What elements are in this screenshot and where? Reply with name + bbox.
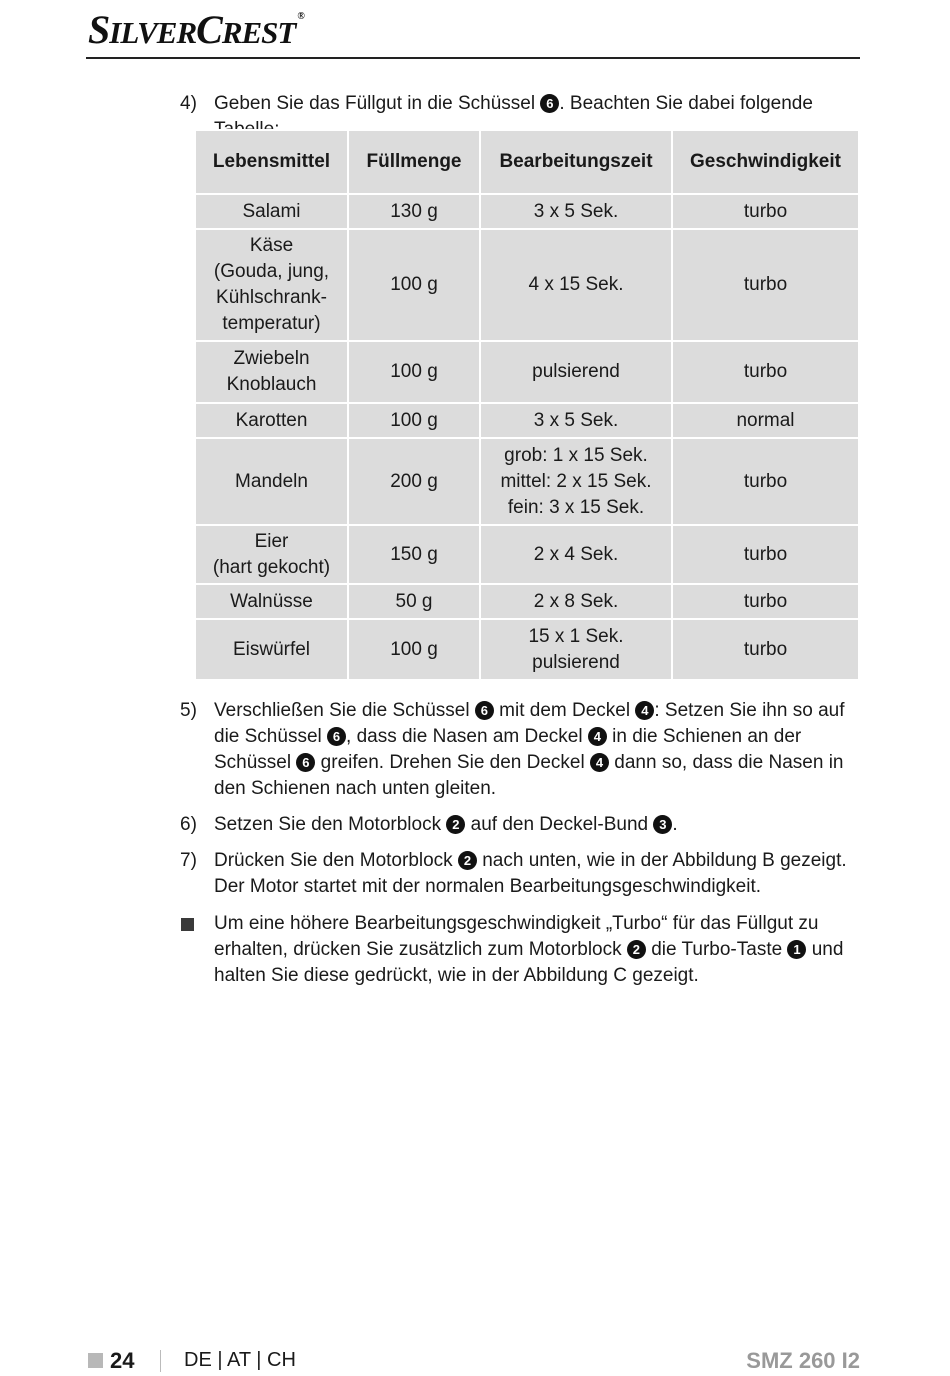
time-cell-line: fein: 3 x 15 Sek.: [507, 496, 645, 518]
food-cell: [196, 526, 347, 583]
footer-divider: [160, 1350, 161, 1372]
table-row: [196, 195, 858, 228]
col-header: Lebensmittel: [196, 131, 347, 193]
ref-badge: 6: [475, 701, 494, 720]
language-codes: DE | AT | CH: [184, 1349, 296, 1371]
step-6: 6) Setzen Sie den Motorblock 2 auf den Deckel-Bund 3 .: [180, 814, 678, 835]
time-cell: [481, 526, 671, 583]
amount-cell: 100 g: [349, 342, 479, 402]
food-cell-line: Kühlschrank-: [216, 287, 327, 308]
table-row: [196, 230, 858, 340]
food-cell: [196, 585, 347, 618]
amount-cell: 200 g: [349, 439, 479, 524]
ref-badge: 3: [653, 815, 672, 834]
food-cell: [196, 342, 347, 402]
step-4: 4) Geben Sie das Füllgut in die Schüssel 6 . Beachten Sie dabei folgende: [180, 93, 813, 114]
col-header: Füllmenge: [349, 131, 479, 193]
speed-cell: turbo: [673, 342, 858, 402]
time-cell-line: 3 x 5 Sek.: [533, 409, 619, 431]
table-row: [196, 439, 858, 524]
time-cell-line: 3 x 5 Sek.: [533, 200, 619, 222]
food-cell-line: Eier: [254, 530, 289, 552]
speed-cell: turbo: [673, 195, 858, 228]
ref-badge: 4: [635, 701, 654, 720]
food-cell-line: Mandeln: [235, 470, 308, 492]
time-cell-line: 2 x 8 Sek.: [533, 590, 619, 612]
amount-cell: 100 g: [349, 404, 479, 437]
food-cell-line: Knoblauch: [226, 374, 317, 395]
time-cell-line: mittel: 2 x 15 Sek.: [500, 470, 652, 492]
table-row: [196, 585, 858, 618]
page-number: 24: [110, 1348, 135, 1373]
bullet-square-icon: [181, 918, 194, 931]
food-cell: [196, 404, 347, 437]
col-header: Geschwindigkeit: [673, 131, 858, 193]
amount-cell: 150 g: [349, 526, 479, 583]
ref-badge: 4: [590, 753, 609, 772]
amount-cell: 100 g: [349, 620, 479, 679]
time-cell: [481, 439, 671, 524]
food-cell-line: (Gouda, jung,: [213, 261, 330, 282]
speed-cell: turbo: [673, 585, 858, 618]
ref-badge: 2: [446, 815, 465, 834]
time-cell: [481, 620, 671, 679]
ref-badge: 6: [540, 94, 559, 113]
time-cell: [481, 404, 671, 437]
food-cell-line: (hart gekocht): [212, 556, 331, 578]
time-cell: [481, 342, 671, 402]
speed-cell: turbo: [673, 526, 858, 583]
time-cell: [481, 195, 671, 228]
ref-badge: 2: [458, 851, 477, 870]
table-row: [196, 526, 858, 583]
speed-cell: normal: [673, 404, 858, 437]
table-header-row: [196, 131, 858, 193]
brand-logo: SILVERCREST ®: [88, 7, 304, 52]
bullet-note: Um eine höhere Bearbeitungsgeschwindigkeit „Turbo“ für das Füllgut zu erhalten, drücken Sie zusätzlich zum Motorblock 2 die Turbo-Taste 1 und halten Sie diese gedrückt, wie in der Abbildung C gezeigt.: [180, 911, 860, 989]
food-cell: [196, 439, 347, 524]
time-cell-line: pulsierend: [532, 651, 620, 673]
food-cell-line: Eiswürfel: [232, 638, 311, 660]
amount-cell: 100 g: [349, 230, 479, 340]
ref-badge: 4: [588, 727, 607, 746]
model-number: SMZ 260 I2: [746, 1348, 860, 1373]
ref-badge: 2: [627, 940, 646, 959]
amount-cell: 50 g: [349, 585, 479, 618]
time-cell-line: pulsierend: [532, 361, 620, 382]
table-row: [196, 342, 858, 402]
time-cell-line: 4 x 15 Sek.: [528, 274, 624, 295]
step-7: 7) Drücken Sie den Motorblock 2 nach unten, wie in der Abbildung B gezeigt. Der Motor startet mit der normalen Bearbeitungsgeschwindigkeit.: [180, 850, 847, 897]
processing-table: [194, 129, 860, 681]
food-cell: [196, 620, 347, 679]
step-5: 5) Verschließen Sie die Schüssel 6 mit dem Deckel 4 : Setzen Sie ihn so auf die Schüssel 6 , dass die Nasen am Deckel 4 in die Schienen an der Schüssel 6 greifen. Drehen Sie den Deckel 4 dann so, dass die Nasen in den Schienen nach unten gleiten.: [180, 700, 845, 799]
food-cell: [196, 230, 347, 340]
time-cell: [481, 230, 671, 340]
col-header: Bearbeitungszeit: [481, 131, 671, 193]
time-cell: [481, 585, 671, 618]
header-rule: [86, 57, 860, 59]
page-footer: [88, 1348, 860, 1376]
speed-cell: turbo: [673, 439, 858, 524]
food-cell-line: temperatur): [222, 313, 321, 334]
time-cell-line: 15 x 1 Sek.: [528, 625, 624, 647]
table-row: [196, 620, 858, 679]
ref-badge: 1: [787, 940, 806, 959]
food-cell-line: Salami: [242, 200, 301, 222]
amount-cell: 130 g: [349, 195, 479, 228]
time-cell-line: 2 x 4 Sek.: [533, 543, 619, 565]
food-cell-line: Zwiebeln: [233, 348, 310, 369]
speed-cell: turbo: [673, 620, 858, 679]
table-row: [196, 404, 858, 437]
food-cell-line: Karotten: [235, 409, 308, 431]
food-cell-line: Walnüsse: [230, 590, 313, 612]
ref-badge: 6: [327, 727, 346, 746]
ref-badge: 6: [296, 753, 315, 772]
food-cell-line: Käse: [249, 235, 294, 256]
speed-cell: turbo: [673, 230, 858, 340]
time-cell-line: grob: 1 x 15 Sek.: [504, 444, 648, 466]
footer-square-icon: [88, 1353, 103, 1368]
food-cell: [196, 195, 347, 228]
